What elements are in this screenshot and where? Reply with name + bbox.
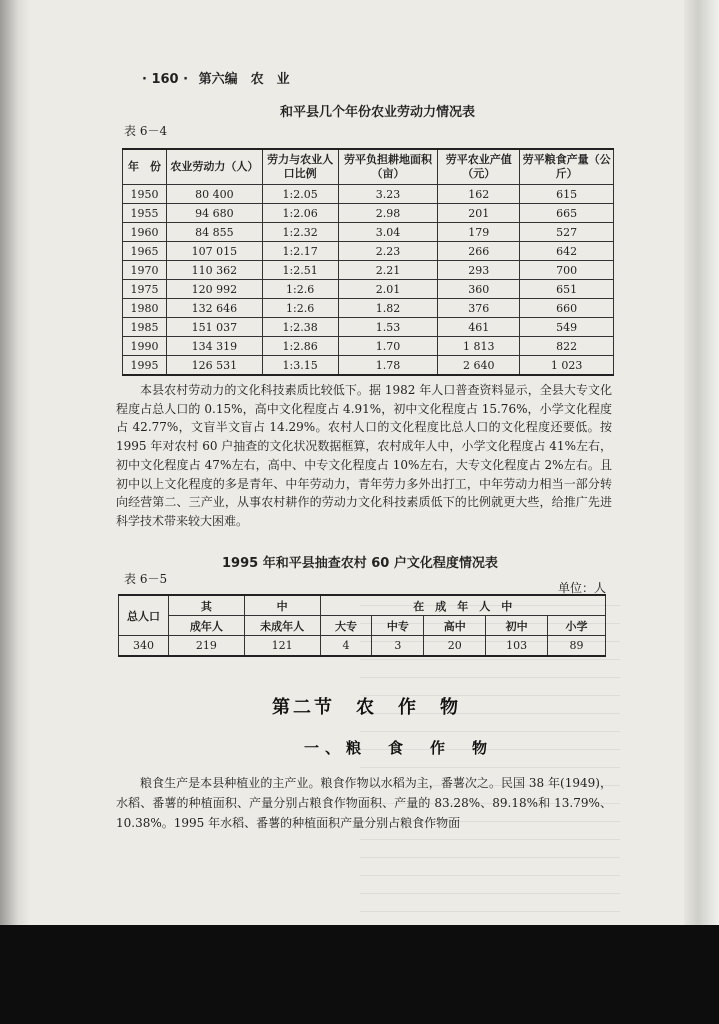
table2-unit: 单位：人 [558, 581, 607, 595]
table-cell: 1:3.15 [262, 356, 338, 376]
table-cell: 3.23 [338, 185, 438, 204]
education-table [118, 594, 606, 657]
table2-label: 表 6－5 [124, 572, 168, 586]
running-header [142, 68, 290, 87]
table-cell: 822 [520, 337, 614, 356]
table-row [123, 204, 614, 223]
table-cell: 293 [438, 261, 520, 280]
table-cell: 1.82 [338, 299, 438, 318]
table-row [123, 318, 614, 337]
table-row [123, 280, 614, 299]
table-cell: 527 [520, 223, 614, 242]
table2-title: 1995 年和平县抽查农村 60 户文化程度情况表 [222, 556, 498, 571]
paragraph-text: 粮食生产是本县种植业的主产业。粮食作物以水稻为主，番薯次之。民国 38 年(1949)，水稻、番薯的种植面积、产量分别占粮食作物面积、产量的 83.28%、89.18%和 13.79%、10.38%。1995 年水稻、番薯的种植面积产量分别占粮食作物面 [116, 776, 612, 830]
table-cell: 2.23 [338, 242, 438, 261]
chapter-title: 第六编 农 业 [198, 72, 290, 87]
column-header: 劳平农业产值（元） [438, 149, 520, 185]
table-cell: 1950 [123, 185, 167, 204]
table-cell: 642 [520, 242, 614, 261]
table-cell: 1990 [123, 337, 167, 356]
table-cell: 651 [520, 280, 614, 299]
table-cell: 80 400 [166, 185, 262, 204]
column-header: 劳平粮食产量（公斤） [520, 149, 614, 185]
table-row [123, 223, 614, 242]
table-cell: 162 [438, 185, 520, 204]
subheader: 小学 [548, 616, 606, 636]
table-cell: 615 [520, 185, 614, 204]
table-cell: 1965 [123, 242, 167, 261]
table-cell: 179 [438, 223, 520, 242]
table-cell: 4 [320, 636, 372, 657]
column-header: 劳力与农业人口比例 [262, 149, 338, 185]
subheader: 初中 [486, 616, 548, 636]
table-row [123, 337, 614, 356]
table-cell: 1975 [123, 280, 167, 299]
table-cell: 1980 [123, 299, 167, 318]
table-cell: 2 640 [438, 356, 520, 376]
table-cell: 1:2.32 [262, 223, 338, 242]
page-gutter-shadow [0, 0, 30, 925]
table-cell: 84 855 [166, 223, 262, 242]
section-title: 第二节 农 作 物 [272, 697, 461, 718]
table-cell: 1:2.38 [262, 318, 338, 337]
subheader: 大专 [320, 616, 372, 636]
table-cell: 1:2.06 [262, 204, 338, 223]
table-cell: 1955 [123, 204, 167, 223]
table-cell: 121 [244, 636, 320, 657]
table-cell: 3.04 [338, 223, 438, 242]
table-cell: 1 023 [520, 356, 614, 376]
table-row [123, 242, 614, 261]
paragraph-education [116, 381, 612, 531]
table-cell: 1.70 [338, 337, 438, 356]
table-cell: 3 [372, 636, 424, 657]
table-cell: 360 [438, 280, 520, 299]
header-zhong: 中 [244, 595, 320, 616]
table-cell: 110 362 [166, 261, 262, 280]
table-cell: 126 531 [166, 356, 262, 376]
table-cell: 2.98 [338, 204, 438, 223]
subheader: 中专 [372, 616, 424, 636]
table-header-row [123, 149, 614, 185]
table-cell: 201 [438, 204, 520, 223]
table-cell: 660 [520, 299, 614, 318]
table-row [123, 299, 614, 318]
subsection-title: 一、粮 食 作 物 [304, 739, 494, 757]
table-cell: 461 [438, 318, 520, 337]
table-row [123, 185, 614, 204]
page-edge [684, 0, 719, 925]
table-cell: 94 680 [166, 204, 262, 223]
column-header: 年 份 [123, 149, 167, 185]
table-header-row [119, 595, 606, 616]
table-cell: 2.21 [338, 261, 438, 280]
table-cell: 1985 [123, 318, 167, 337]
table-cell: 1995 [123, 356, 167, 376]
column-header: 农业劳动力（人） [166, 149, 262, 185]
table-cell: 1:2.6 [262, 280, 338, 299]
subheader: 未成年人 [244, 616, 320, 636]
table-cell: 549 [520, 318, 614, 337]
table-subheader-row [119, 616, 606, 636]
header-total: 总人口 [119, 595, 169, 636]
table-cell: 1:2.05 [262, 185, 338, 204]
table-cell: 89 [548, 636, 606, 657]
header-adult-group: 在 成 年 人 中 [320, 595, 605, 616]
table-cell: 340 [119, 636, 169, 657]
scan-bottom-border [0, 925, 719, 1024]
table-cell: 103 [486, 636, 548, 657]
page-number: · 160 · [142, 72, 189, 87]
table-cell: 20 [424, 636, 486, 657]
table-cell: 134 319 [166, 337, 262, 356]
subheader: 成年人 [168, 616, 244, 636]
table-cell: 219 [168, 636, 244, 657]
table-cell: 266 [438, 242, 520, 261]
table-cell: 151 037 [166, 318, 262, 337]
table-row [123, 261, 614, 280]
paragraph-grain [116, 773, 612, 833]
table-cell: 700 [520, 261, 614, 280]
table-cell: 107 015 [166, 242, 262, 261]
table-cell: 376 [438, 299, 520, 318]
header-qi: 其 [168, 595, 244, 616]
paragraph-text: 本县农村劳动力的文化科技素质比较低下。据 1982 年人口普查资料显示，全县大专文化程度占总人口的 0.15%，高中文化程度占 4.91%，初中文化程度占 15.76%，小学文化程度占 42.77%，文盲半文盲占 14.29%。农村人口的文化程度比总人口的文化程度还要低。按 1995 年对农村 60 户抽查的文化状况数据框算，农村成年人中，小学文化程度占 41%左右，初中文化程度占 47%左右，高中、中专文化程度占 10%左右，大专文化程度占 2%左右。且初中以上文化程度的多是青年、中年劳动力，青年劳力多外出打工，中年劳动力相当一部分转向经营第二、三产业，从事农村耕作的劳动力文化科技素质低下的比例就更大些，给推广先进科学技术带来较大困难。 [116, 383, 612, 528]
table-cell: 1960 [123, 223, 167, 242]
column-header: 劳平负担耕地面积（亩） [338, 149, 438, 185]
table-cell: 665 [520, 204, 614, 223]
table-cell: 120 992 [166, 280, 262, 299]
table-cell: 1.53 [338, 318, 438, 337]
table-cell: 1 813 [438, 337, 520, 356]
table-cell: 1:2.6 [262, 299, 338, 318]
labor-table [122, 148, 614, 376]
table-cell: 1970 [123, 261, 167, 280]
table-cell: 2.01 [338, 280, 438, 299]
table1-label: 表 6－4 [124, 124, 168, 138]
table1-title: 和平县几个年份农业劳动力情况表 [280, 105, 476, 120]
table-row [119, 636, 606, 657]
table-row [123, 356, 614, 376]
table-cell: 132 646 [166, 299, 262, 318]
table-cell: 1:2.51 [262, 261, 338, 280]
table-cell: 1:2.17 [262, 242, 338, 261]
table-cell: 1:2.86 [262, 337, 338, 356]
subheader: 高中 [424, 616, 486, 636]
table-cell: 1.78 [338, 356, 438, 376]
